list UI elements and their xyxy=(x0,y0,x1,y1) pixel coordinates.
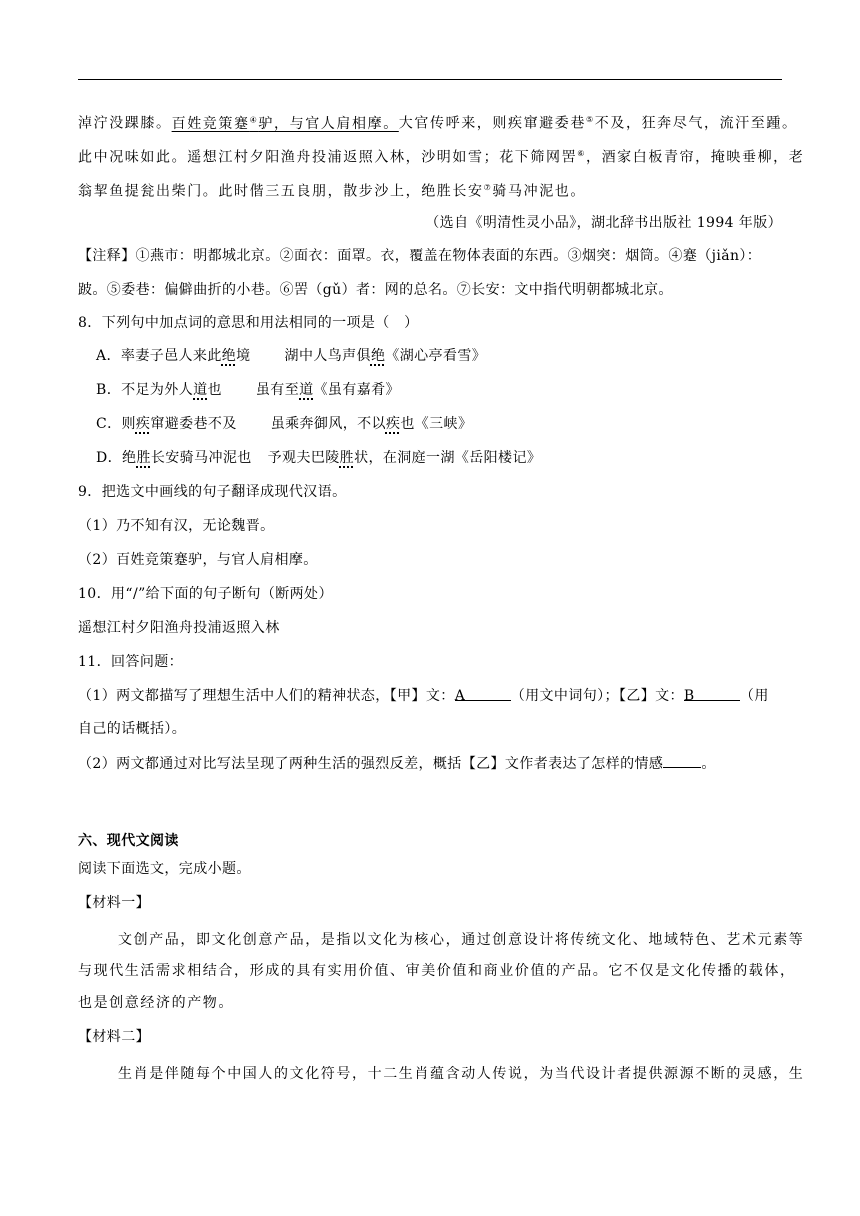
dotted-word: 道 xyxy=(299,382,314,398)
section-6-heading: 六、现代文阅读 xyxy=(78,833,179,849)
material-1-line-3: 也是创意经济的产物。 xyxy=(78,995,234,1011)
question-10-stem: 10．用“/”给下面的句子断句（断两处） xyxy=(78,586,333,602)
passage-source: （选自《明清性灵小品》，湖北辞书出版社 1994 年版） xyxy=(425,215,782,231)
passage-line-2: 此中况味如此。遥想江村夕阳渔舟投浦返照入林，沙明如雪；花下筛网罟⑥，酒家白板青帘，掩映垂柳，老 xyxy=(78,149,805,166)
q8-option-c[interactable]: C．则疾窜避委巷不及 虽乘奔御风，不以疾也《三峡》 xyxy=(96,416,473,432)
q8-option-a[interactable]: A．率妻子邑人来此绝境 湖中人鸟声俱绝《湖心亭看雪》 xyxy=(96,348,487,364)
footnote-marker: ⑤ xyxy=(586,115,595,124)
passage-text: 淖泞没踝膝。 xyxy=(78,115,172,132)
q8-option-d[interactable]: D．绝胜长安骑马冲泥也 予观夫巴陵胜状，在洞庭一湖《岳阳楼记》 xyxy=(96,450,542,466)
q9-sentence-2: （2）百姓竞策蹇驴，与官人肩相摩。 xyxy=(78,552,318,568)
notes-line-2: 跛。⑤委巷：偏僻曲折的小巷。⑥罟（gǔ）者：网的总名。⑦长安：文中指代明朝都城北京。 xyxy=(78,282,673,298)
q10-sentence: 遥想江村夕阳渔舟投浦返照入林 xyxy=(78,620,280,636)
dotted-word: 胜 xyxy=(339,450,355,466)
q11-part-1: （1）两文都描写了理想生活中人们的精神状态，【甲】文：A （用文中词句）；【乙】文：B （用 xyxy=(78,688,769,704)
passage-text: 不及，狂奔尽气，流汗至踵。 xyxy=(594,115,798,132)
dotted-word: 胜 xyxy=(136,450,151,466)
material-2-line-1: 生肖是伴随每个中国人的文化符号，十二生肖蕴含动人传说，为当代设计者提供源源不断的灵感，生 xyxy=(118,1066,805,1082)
answer-blank-emotion[interactable] xyxy=(663,753,701,768)
dotted-word: 绝 xyxy=(221,348,237,364)
section-6-intro: 阅读下面选文，完成小题。 xyxy=(78,861,251,877)
q11-part-2: （2）两文都通过对比写法呈现了两种生活的强烈反差，概括【乙】文作者表达了怎样的情感 。 xyxy=(78,753,782,774)
underlined-sentence: 百姓竞策蹇④驴，与官人肩相摩。 xyxy=(171,115,399,132)
material-1-title: 【材料一】 xyxy=(78,895,150,911)
q8-option-b[interactable]: B．不足为外人道也 虽有至道《虽有嘉肴》 xyxy=(96,382,400,398)
q9-sentence-1: （1）乃不知有汉，无论魏晋。 xyxy=(78,518,275,534)
dotted-word: 疾 xyxy=(135,416,151,432)
passage-text: 大官传呼来，则疾窜避委巷 xyxy=(398,115,586,132)
question-11-stem: 11．回答问题： xyxy=(78,654,184,670)
passage-line-1 xyxy=(78,110,798,134)
dotted-word: 道 xyxy=(193,382,208,398)
answer-blank-b[interactable]: B xyxy=(684,686,740,701)
header-rule xyxy=(78,79,782,80)
q11-part-1-cont: 自己的话概括）。 xyxy=(78,721,187,737)
material-1-line-1: 文创产品，即文化创意产品，是指以文化为核心，通过创意设计将传统文化、地域特色、艺术元素等 xyxy=(118,932,805,948)
question-9-stem: 9．把选文中画线的句子翻译成现代汉语。 xyxy=(78,484,347,500)
footnote-marker: ⑦ xyxy=(483,183,493,192)
answer-blank-a[interactable]: A xyxy=(455,686,511,701)
dotted-word: 疾 xyxy=(385,416,401,432)
material-1-line-2: 与现代生活需求相结合，形成的具有实用价值、审美价值和商业价值的产品。它不仅是文化传播的载体， xyxy=(78,963,796,979)
footnote-marker: ⑥ xyxy=(577,149,586,158)
material-2-title: 【材料二】 xyxy=(78,1029,150,1045)
passage-line-3: 翁挈鱼提瓮出柴门。此时偕三五良朋，散步沙上，绝胜长安⑦骑马冲泥也。 xyxy=(78,183,586,200)
dotted-word: 绝 xyxy=(370,348,386,364)
question-8-stem: 8．下列句中加点词的意思和用法相同的一项是（ ） xyxy=(78,315,419,331)
notes-line-1: 【注释】①燕市：明都城北京。②面衣：面罩。衣，覆盖在物体表面的东西。③烟突：烟筒。④蹇（jiǎn）： xyxy=(78,248,762,264)
